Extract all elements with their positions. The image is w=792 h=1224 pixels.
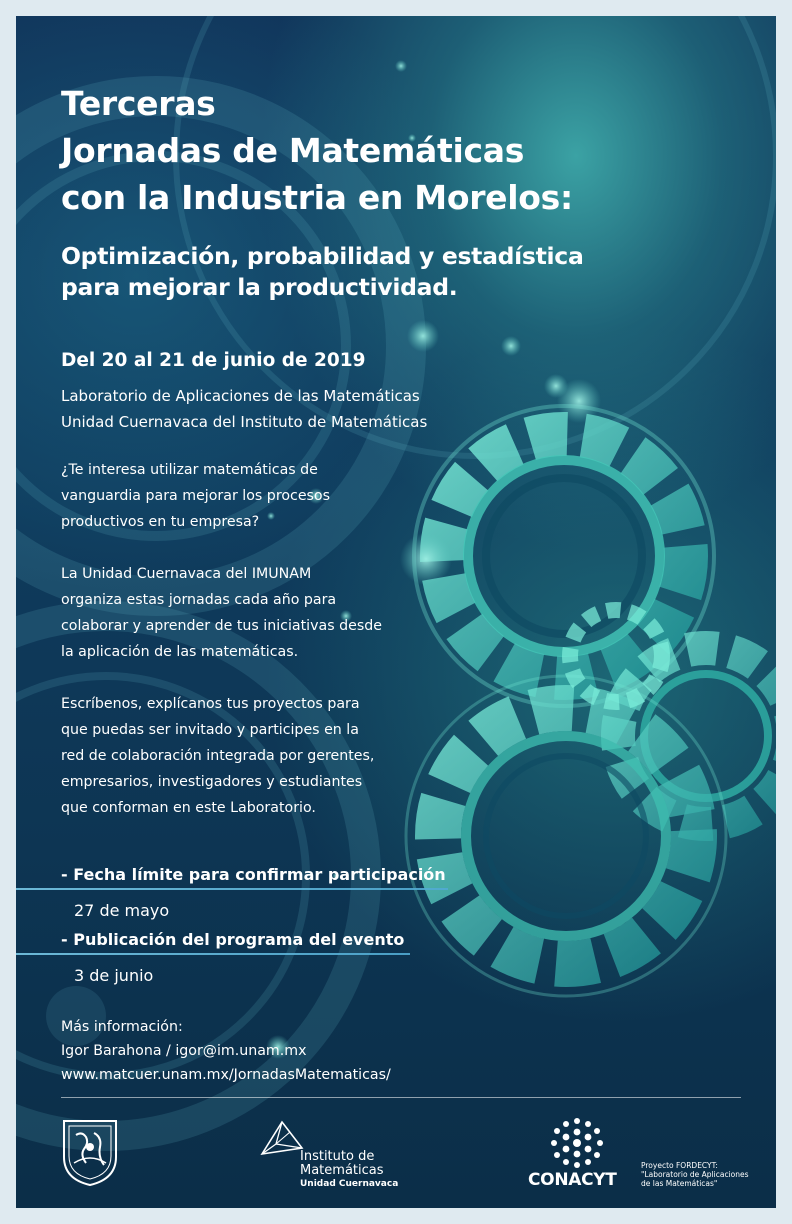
deadline-underline: [16, 888, 448, 890]
instituto-matematicas-icon: [256, 1118, 306, 1158]
paragraph-line: Escríbenos, explícanos tus proyectos para: [61, 696, 360, 712]
gear-lower: [406, 676, 726, 996]
subtitle-line-1: Optimización, probabilidad y estadística: [61, 242, 584, 270]
deadline-1-date: 27 de mayo: [74, 901, 170, 920]
im-logo-line-2: Matemáticas: [300, 1163, 384, 1178]
fordecyt-line: "Laboratorio de Aplicaciones: [641, 1170, 749, 1179]
im-logo-line-3: Unidad Cuernavaca: [300, 1179, 399, 1189]
event-subtitle: [61, 241, 584, 303]
im-logo-line-1: Instituto de: [300, 1149, 375, 1164]
deadline-1-label: - Fecha límite para confirmar participación: [61, 865, 446, 884]
fordecyt-line: de las Matemáticas": [641, 1179, 718, 1188]
paragraph-line: que puedas ser invitado y participes en la: [61, 722, 359, 738]
intro-paragraph: [61, 457, 441, 535]
unam-seal-icon: [60, 1117, 120, 1187]
title-line-2: Jornadas de Matemáticas: [61, 131, 525, 170]
event-venue: [61, 383, 427, 435]
organizer-paragraph: [61, 561, 441, 665]
paragraph-line: productivos en tu empresa?: [61, 514, 260, 530]
venue-line-1: Laboratorio de Aplicaciones de las Matemáticas: [61, 387, 420, 405]
paragraph-line: la aplicación de las matemáticas.: [61, 644, 299, 660]
invitation-paragraph: [61, 691, 441, 821]
venue-line-2: Unidad Cuernavaca del Instituto de Matemáticas: [61, 413, 428, 431]
paragraph-line: La Unidad Cuernavaca del IMUNAM: [61, 566, 312, 582]
conacyt-dots-icon: [549, 1116, 605, 1170]
deadline-2-label: - Publicación del programa del evento: [61, 930, 405, 949]
more-info-heading: Más información:: [61, 1019, 183, 1035]
title-line-1: Terceras: [61, 84, 216, 123]
subtitle-line-2: para mejorar la productividad.: [61, 273, 458, 301]
conacyt-name: CONACYT: [528, 1170, 617, 1190]
paragraph-line: ¿Te interesa utilizar matemáticas de: [61, 462, 318, 478]
fordecyt-project-note: [641, 1161, 761, 1188]
paragraph-line: que conforman en este Laboratorio.: [61, 800, 316, 816]
paragraph-line: empresarios, investigadores y estudiantes: [61, 774, 363, 790]
footer-divider: [61, 1097, 741, 1098]
fordecyt-line: Proyecto FORDECYT:: [641, 1161, 718, 1170]
more-info: [61, 1015, 391, 1087]
paragraph-line: red de colaboración integrada por gerentes,: [61, 748, 375, 764]
contact-email[interactable]: Igor Barahona / igor@im.unam.mx: [61, 1043, 307, 1059]
poster: [16, 16, 776, 1208]
paragraph-line: colaborar y aprender de tus iniciativas desde: [61, 618, 382, 634]
title-line-3: con la Industria en Morelos:: [61, 178, 573, 217]
event-dates: Del 20 al 21 de junio de 2019: [61, 350, 366, 371]
event-title: [61, 80, 573, 221]
deadline-underline: [16, 953, 410, 955]
event-website-link[interactable]: www.matcuer.unam.mx/JornadasMatematicas/: [61, 1067, 391, 1083]
deadline-2-date: 3 de junio: [74, 966, 154, 985]
paragraph-line: vanguardia para mejorar los procesos: [61, 488, 331, 504]
paragraph-line: organiza estas jornadas cada año para: [61, 592, 337, 608]
